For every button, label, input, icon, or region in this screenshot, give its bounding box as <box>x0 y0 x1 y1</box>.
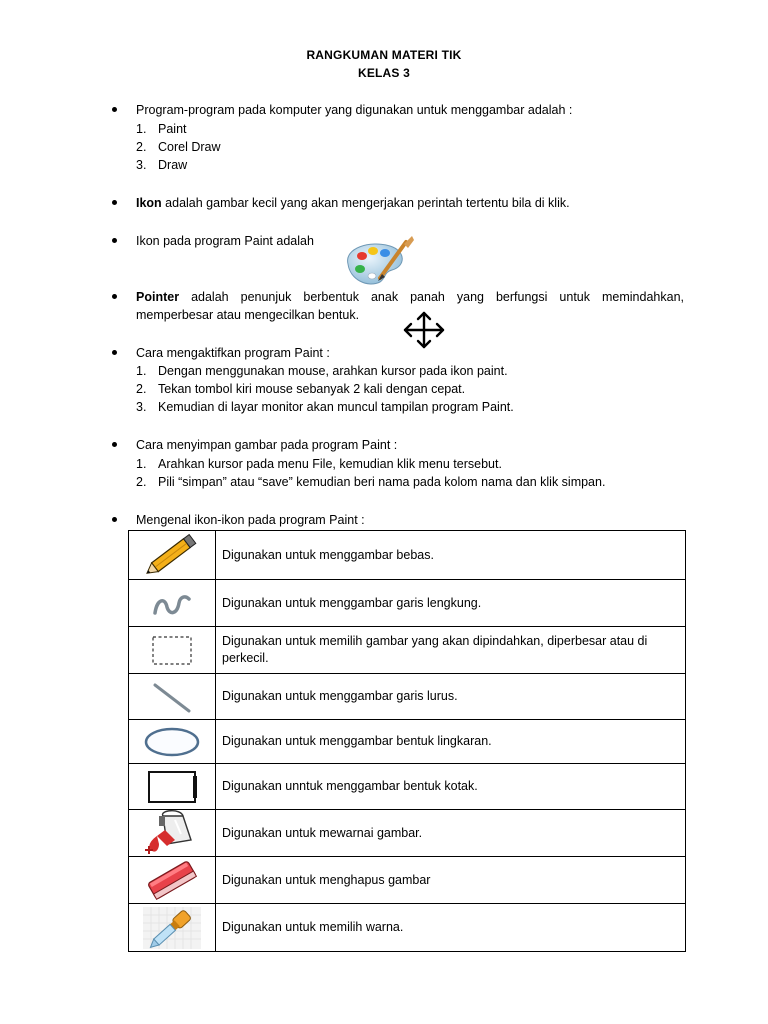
tool-description: Digunakan untuk menggambar bentuk lingkaran. <box>216 720 686 764</box>
pointer-text-line1: adalah penunjuk berbentuk anak panah yang berfungsi untuk memindahkan, <box>179 290 684 304</box>
list-item-text: Arahkan kursor pada menu File, kemudian klik menu tersebut. <box>158 457 502 471</box>
pointer-text-line2: memperbesar atau mengecilkan bentuk. <box>136 308 360 322</box>
list-item-text: Kemudian di layar monitor akan muncul tampilan program Paint. <box>158 400 514 414</box>
rectangle-icon <box>140 767 204 807</box>
color-picker-icon <box>137 905 207 951</box>
table-row <box>129 810 686 857</box>
tools-table <box>128 530 686 952</box>
bullet-dot <box>112 200 117 205</box>
programs-text: Program-program pada komputer yang digunakan untuk menggambar adalah : <box>136 103 573 117</box>
list-item <box>136 138 221 156</box>
tool-icon-cell <box>129 531 216 580</box>
list-item <box>136 455 502 473</box>
tool-description: Digunakan unntuk menggambar bentuk kotak. <box>216 764 686 810</box>
list-number: 3. <box>136 400 147 414</box>
list-number: 3. <box>136 158 147 172</box>
table-row <box>129 674 686 720</box>
tool-description: Digunakan untuk mewarnai gambar. <box>216 810 686 857</box>
tools-intro-text: Mengenal ikon-ikon pada program Paint : <box>136 513 365 527</box>
bullet-dot <box>112 294 117 299</box>
save-text: Cara menyimpan gambar pada program Paint : <box>136 438 398 452</box>
tool-icon-cell <box>129 580 216 627</box>
bullet-dot <box>112 107 117 112</box>
fill-bucket-icon <box>137 810 207 856</box>
list-item-text: Corel Draw <box>158 140 221 154</box>
list-number: 2. <box>136 382 147 396</box>
pointer-term: Pointer <box>136 290 180 304</box>
page-title: RANGKUMAN MATERI TIK <box>306 48 462 62</box>
eraser-icon <box>137 857 207 903</box>
pencil-icon <box>137 531 207 579</box>
page-subtitle: KELAS 3 <box>357 66 411 80</box>
bullet-dot <box>112 442 117 447</box>
list-item <box>136 156 187 174</box>
list-number: 1. <box>136 364 147 378</box>
paint-palette-icon <box>340 234 416 288</box>
tool-icon-cell <box>129 674 216 720</box>
line-icon <box>147 679 197 715</box>
table-row <box>129 904 686 952</box>
tool-icon-cell <box>129 904 216 952</box>
list-item-text: Paint <box>158 122 187 136</box>
bullet-dot <box>112 238 117 243</box>
paint-icon-text: Ikon pada program Paint adalah <box>136 234 314 248</box>
list-item <box>136 398 514 416</box>
tool-description: Digunakan untuk menggambar garis lurus. <box>216 674 686 720</box>
table-row <box>129 720 686 764</box>
tool-icon-cell <box>129 810 216 857</box>
select-icon <box>147 632 197 668</box>
tool-icon-cell <box>129 857 216 904</box>
tool-icon-cell <box>129 627 216 674</box>
list-number: 1. <box>136 122 147 136</box>
tool-description: Digunakan untuk menghapus gambar <box>216 857 686 904</box>
tool-description: Digunakan untuk memilih gambar yang akan dipindahkan, diperbesar atau di perkecil. <box>216 627 686 674</box>
list-item <box>136 380 465 398</box>
table-row <box>129 580 686 627</box>
list-item <box>136 362 508 380</box>
list-number: 1. <box>136 457 147 471</box>
table-row <box>129 627 686 674</box>
tool-icon-cell <box>129 720 216 764</box>
list-item-text: Tekan tombol kiri mouse sebanyak 2 kali dengan cepat. <box>158 382 466 396</box>
curve-icon <box>147 585 197 621</box>
ikon-term: Ikon <box>136 196 162 210</box>
table-row <box>129 764 686 810</box>
list-number: 2. <box>136 475 147 489</box>
list-item-text: Draw <box>158 158 188 172</box>
tool-description: Digunakan untuk memilih warna. <box>216 904 686 952</box>
tool-icon-cell <box>129 764 216 810</box>
list-item-text: Pili “simpan” atau “save” kemudian beri nama pada kolom nama dan klik simpan. <box>158 475 606 489</box>
bullet-dot <box>112 517 117 522</box>
table-row <box>129 857 686 904</box>
list-item-text: Dengan menggunakan mouse, arahkan kursor pada ikon paint. <box>158 364 508 378</box>
tool-description: Digunakan untuk menggambar garis lengkung. <box>216 580 686 627</box>
bullet-dot <box>112 350 117 355</box>
list-number: 2. <box>136 140 147 154</box>
ellipse-icon <box>140 724 204 760</box>
list-item <box>136 120 187 138</box>
ikon-text: adalah gambar kecil yang akan mengerjakan perintah tertentu bila di klik. <box>161 196 570 210</box>
activate-text: Cara mengaktifkan program Paint : <box>136 346 330 360</box>
tool-description: Digunakan untuk menggambar bebas. <box>216 531 686 580</box>
table-row <box>129 531 686 580</box>
list-item <box>136 473 605 491</box>
